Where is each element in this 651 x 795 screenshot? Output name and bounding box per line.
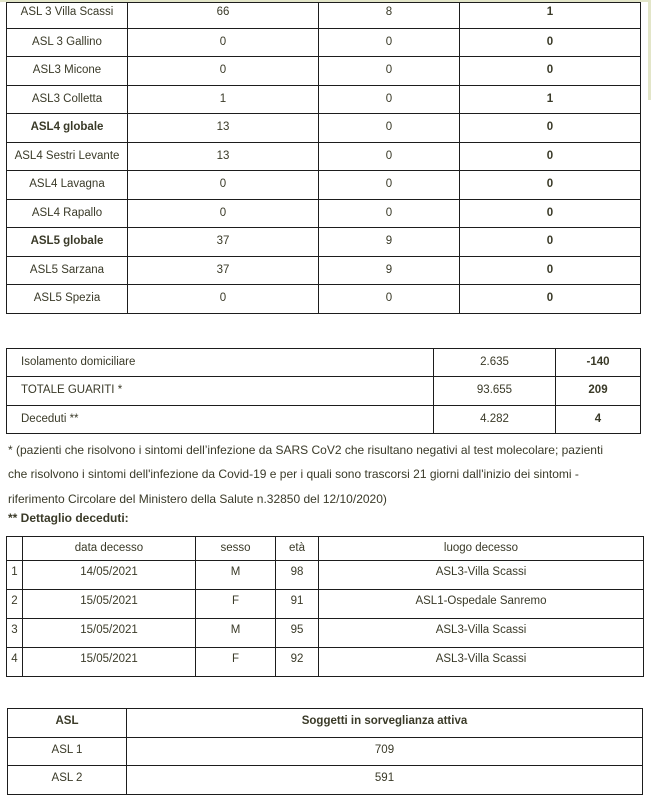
table-row	[7, 171, 641, 200]
place-cell: ASL3-Villa Scassi	[319, 618, 644, 647]
value-cell: 0	[319, 28, 460, 57]
sex-header-cell: sesso	[196, 537, 276, 561]
table-row	[8, 766, 643, 795]
delta-cell: 1	[460, 3, 641, 29]
date-header-cell: data decesso	[23, 537, 196, 561]
delta-cell: 0	[460, 114, 641, 143]
num-header-cell	[7, 537, 23, 561]
asl-name-cell: ASL 3 Villa Scassi	[7, 3, 128, 29]
table-row	[7, 3, 641, 29]
asl-name-cell: ASL4 globale	[7, 114, 128, 143]
deceduti-heading: ** Dettaglio deceduti:	[8, 511, 129, 525]
sex-cell: M	[196, 618, 276, 647]
value-cell: 66	[128, 3, 319, 29]
delta-cell: 0	[460, 256, 641, 285]
table-row	[7, 228, 641, 257]
value-cell: 0	[128, 199, 319, 228]
summary-delta-cell: 4	[556, 405, 641, 433]
delta-cell: 0	[460, 171, 641, 200]
table-row	[7, 560, 644, 589]
asl-name-cell: ASL5 globale	[7, 228, 128, 257]
subjects-cell: 591	[127, 766, 643, 795]
table-row	[7, 349, 641, 377]
place-cell: ASL3-Villa Scassi	[319, 560, 644, 589]
delta-cell: 0	[460, 199, 641, 228]
subjects-header-cell: Soggetti in sorveglianza attiva	[127, 709, 643, 738]
value-cell: 13	[128, 142, 319, 171]
asl-name-cell: ASL4 Sestri Levante	[7, 142, 128, 171]
age-cell: 98	[276, 560, 319, 589]
date-cell: 14/05/2021	[23, 560, 196, 589]
guariti-footnote	[8, 438, 651, 511]
table-row	[7, 256, 641, 285]
value-cell: 0	[128, 57, 319, 86]
asl-name-cell: ASL 3 Gallino	[7, 28, 128, 57]
footnote-line: * (pazienti che risolvono i sintomi dell’infezione da SARS CoV2 che risultano negativi al test molecolare; pazienti	[8, 443, 603, 457]
table-row	[7, 377, 641, 405]
num-cell: 1	[7, 560, 23, 589]
asl-name-cell: ASL4 Rapallo	[7, 199, 128, 228]
date-cell: 15/05/2021	[23, 589, 196, 618]
asl-hospitals-table	[6, 2, 641, 314]
summary-value-cell: 2.635	[434, 349, 556, 377]
value-cell: 37	[128, 228, 319, 257]
summary-label-cell: TOTALE GUARITI *	[7, 377, 434, 405]
delta-cell: 0	[460, 28, 641, 57]
value-cell: 0	[128, 285, 319, 314]
table-row	[7, 28, 641, 57]
asl-cell: ASL 1	[8, 737, 127, 766]
sex-cell: F	[196, 647, 276, 676]
table-row	[7, 85, 641, 114]
value-cell: 0	[319, 142, 460, 171]
table-row	[7, 114, 641, 143]
place-cell: ASL1-Ospedale Sanremo	[319, 589, 644, 618]
summary-label-cell: Deceduti **	[7, 405, 434, 433]
value-cell: 0	[319, 171, 460, 200]
value-cell: 0	[319, 199, 460, 228]
asl-name-cell: ASL3 Colletta	[7, 85, 128, 114]
value-cell: 0	[319, 57, 460, 86]
delta-cell: 0	[460, 285, 641, 314]
table-row	[7, 589, 644, 618]
age-cell: 92	[276, 647, 319, 676]
date-cell: 15/05/2021	[23, 647, 196, 676]
asl-cell: ASL 2	[8, 766, 127, 795]
sex-cell: M	[196, 560, 276, 589]
place-cell: ASL3-Villa Scassi	[319, 647, 644, 676]
asl-name-cell: ASL4 Lavagna	[7, 171, 128, 200]
date-cell: 15/05/2021	[23, 618, 196, 647]
asl-header-cell: ASL	[8, 709, 127, 738]
num-cell: 4	[7, 647, 23, 676]
table-row	[7, 57, 641, 86]
totals-summary-table	[6, 348, 641, 434]
asl-name-cell: ASL5 Spezia	[7, 285, 128, 314]
delta-cell: 0	[460, 142, 641, 171]
value-cell: 0	[128, 28, 319, 57]
value-cell: 8	[319, 3, 460, 29]
sorveglianza-table	[7, 708, 643, 795]
table-row	[7, 405, 641, 433]
sex-cell: F	[196, 589, 276, 618]
subjects-cell: 709	[127, 737, 643, 766]
table-row	[7, 285, 641, 314]
table-row	[7, 142, 641, 171]
asl-name-cell: ASL5 Sarzana	[7, 256, 128, 285]
age-cell: 91	[276, 589, 319, 618]
value-cell: 9	[319, 256, 460, 285]
delta-cell: 0	[460, 228, 641, 257]
table-row	[7, 647, 644, 676]
value-cell: 0	[319, 285, 460, 314]
summary-delta-cell: -140	[556, 349, 641, 377]
table-row	[8, 737, 643, 766]
summary-delta-cell: 209	[556, 377, 641, 405]
value-cell: 1	[128, 85, 319, 114]
num-cell: 2	[7, 589, 23, 618]
table-header-row	[8, 709, 643, 738]
table-header-row	[7, 537, 644, 561]
summary-value-cell: 4.282	[434, 405, 556, 433]
asl-name-cell: ASL3 Micone	[7, 57, 128, 86]
num-cell: 3	[7, 618, 23, 647]
table-row	[7, 199, 641, 228]
footnote-line: che risolvono i sintomi dell'infezione da Covid-19 e per i quali sono trascorsi 21 giorni dall'inizio dei sintomi -	[8, 467, 579, 482]
age-cell: 95	[276, 618, 319, 647]
summary-value-cell: 93.655	[434, 377, 556, 405]
value-cell: 0	[128, 171, 319, 200]
deceduti-detail-table	[6, 536, 644, 677]
delta-cell: 1	[460, 85, 641, 114]
age-header-cell: età	[276, 537, 319, 561]
table-row	[7, 618, 644, 647]
value-cell: 0	[319, 114, 460, 143]
place-header-cell: luogo decesso	[319, 537, 644, 561]
footnote-line: riferimento Circolare del Ministero della Salute n.32850 del 12/10/2020)	[8, 491, 387, 506]
value-cell: 0	[319, 85, 460, 114]
value-cell: 13	[128, 114, 319, 143]
delta-cell: 0	[460, 57, 641, 86]
value-cell: 9	[319, 228, 460, 257]
value-cell: 37	[128, 256, 319, 285]
summary-label-cell: Isolamento domiciliare	[7, 349, 434, 377]
